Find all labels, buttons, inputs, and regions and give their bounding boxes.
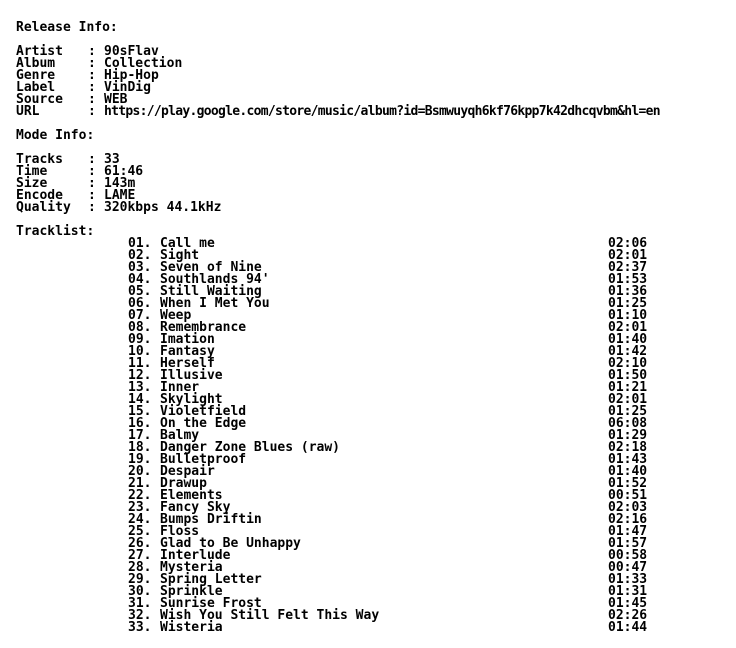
field-key: Encode: [16, 188, 63, 203]
track-title: Elements: [160, 488, 223, 503]
track-title: Spring Letter: [160, 572, 262, 587]
field-key: Artist: [16, 44, 63, 59]
track-number: 33.: [128, 620, 152, 635]
spacer: [16, 214, 732, 226]
field-value: LAME: [104, 188, 136, 203]
track-duration: 01:53: [608, 272, 648, 287]
track-duration: 02:01: [608, 320, 648, 335]
track-number: 03.: [128, 260, 152, 275]
track-number: 11.: [128, 356, 152, 371]
field-colon: :: [88, 56, 96, 71]
track-number: 05.: [128, 284, 152, 299]
track-duration: 06:08: [608, 416, 648, 431]
track-duration: 01:57: [608, 536, 648, 551]
track-number: 12.: [128, 368, 152, 383]
track-title: Balmy: [160, 428, 200, 443]
tracklist: [16, 238, 732, 634]
track-title: Remembrance: [160, 320, 247, 335]
track-number: 28.: [128, 560, 152, 575]
track-title: Sprinkle: [160, 584, 223, 599]
track-duration: 01:31: [608, 584, 648, 599]
track-title: Floss: [160, 524, 200, 539]
track-duration: 02:01: [608, 248, 648, 263]
track-number: 21.: [128, 476, 152, 491]
track-number: 06.: [128, 296, 152, 311]
track-row: [16, 622, 732, 634]
track-number: 16.: [128, 416, 152, 431]
track-duration: 00:51: [608, 488, 648, 503]
field-colon: :: [88, 176, 96, 191]
track-duration: 01:40: [608, 464, 648, 479]
field-colon: :: [88, 44, 96, 59]
track-duration: 02:37: [608, 260, 648, 275]
field-value: 33: [104, 152, 120, 167]
track-title: Bulletproof: [160, 452, 247, 467]
track-duration: 02:10: [608, 356, 648, 371]
track-title: Skylight: [160, 392, 223, 407]
track-number: 17.: [128, 428, 152, 443]
field-colon: :: [88, 200, 96, 215]
track-number: 24.: [128, 512, 152, 527]
track-title: Southlands 94': [160, 272, 270, 287]
track-title: Call me: [160, 236, 215, 251]
track-title: On the Edge: [160, 416, 247, 431]
track-duration: 01:47: [608, 524, 648, 539]
track-title: Mysteria: [160, 560, 223, 575]
track-number: 18.: [128, 440, 152, 455]
field-colon: :: [88, 68, 96, 83]
track-number: 22.: [128, 488, 152, 503]
track-number: 29.: [128, 572, 152, 587]
url-link[interactable]: https://play.google.com/store/music/album?id=Bsmwuyqh6kf76kpp7k42dhcqvbm&hl=en: [104, 104, 660, 119]
tracklist-heading: Tracklist:: [16, 224, 95, 239]
release-info-heading: Release Info:: [16, 20, 118, 35]
track-duration: 01:42: [608, 344, 648, 359]
track-duration: 01:40: [608, 332, 648, 347]
track-number: 20.: [128, 464, 152, 479]
field-value: 143m: [104, 176, 136, 191]
track-title: Interlude: [160, 548, 231, 563]
track-duration: 01:43: [608, 452, 648, 467]
track-number: 27.: [128, 548, 152, 563]
track-duration: 02:06: [608, 236, 648, 251]
track-number: 32.: [128, 608, 152, 623]
track-duration: 01:33: [608, 572, 648, 587]
track-number: 01.: [128, 236, 152, 251]
track-duration: 01:29: [608, 428, 648, 443]
track-title: Weep: [160, 308, 192, 323]
field-value: Hip-Hop: [104, 68, 159, 83]
field-colon: :: [88, 80, 96, 95]
field-value: Collection: [104, 56, 183, 71]
track-number: 30.: [128, 584, 152, 599]
track-title: Imation: [160, 332, 215, 347]
track-title: Fancy Sky: [160, 500, 231, 515]
track-duration: 01:52: [608, 476, 648, 491]
field-value: VinDig: [104, 80, 151, 95]
field-key: Source: [16, 92, 63, 107]
track-duration: 02:03: [608, 500, 648, 515]
track-duration: 01:50: [608, 368, 648, 383]
track-title: Drawup: [160, 476, 207, 491]
track-number: 09.: [128, 332, 152, 347]
field-value: WEB: [104, 92, 128, 107]
track-number: 14.: [128, 392, 152, 407]
track-title: Despair: [160, 464, 215, 479]
track-title: When I Met You: [160, 296, 270, 311]
field-value: 61:46: [104, 164, 144, 179]
field-colon: :: [88, 92, 96, 107]
field-key: Genre: [16, 68, 56, 83]
mode-info-heading: Mode Info:: [16, 128, 95, 143]
field-key: Label: [16, 80, 56, 95]
track-title: Bumps Driftin: [160, 512, 262, 527]
track-title: Wisteria: [160, 620, 223, 635]
nfo-document: [16, 22, 732, 634]
field-key: URL: [16, 104, 40, 119]
spacer: [16, 118, 732, 130]
field-value: 90sFlav: [104, 44, 159, 59]
track-number: 15.: [128, 404, 152, 419]
track-title: Herself: [160, 356, 215, 371]
track-title: Inner: [160, 380, 200, 395]
track-number: 31.: [128, 596, 152, 611]
track-duration: 01:21: [608, 380, 648, 395]
track-number: 26.: [128, 536, 152, 551]
track-title: Still Waiting: [160, 284, 262, 299]
track-number: 07.: [128, 308, 152, 323]
track-title: Sunrise Frost: [160, 596, 262, 611]
track-duration: 01:10: [608, 308, 648, 323]
track-title: Fantasy: [160, 344, 215, 359]
track-number: 23.: [128, 500, 152, 515]
track-duration: 01:36: [608, 284, 648, 299]
track-title: Danger Zone Blues (raw): [160, 440, 341, 455]
field-value: 320kbps 44.1kHz: [104, 200, 222, 215]
field-key: Tracks: [16, 152, 63, 167]
field-key: Quality: [16, 200, 71, 215]
track-duration: 02:26: [608, 608, 648, 623]
spacer: [16, 142, 732, 154]
track-title: Glad to Be Unhappy: [160, 536, 301, 551]
track-number: 19.: [128, 452, 152, 467]
track-duration: 01:25: [608, 296, 648, 311]
track-duration: 01:44: [608, 620, 648, 635]
field-colon: :: [88, 104, 96, 119]
field-colon: :: [88, 152, 96, 167]
mode-field-quality: [16, 202, 732, 214]
field-key: Album: [16, 56, 56, 71]
track-number: 13.: [128, 380, 152, 395]
track-duration: 00:58: [608, 548, 648, 563]
track-duration: 02:16: [608, 512, 648, 527]
track-number: 25.: [128, 524, 152, 539]
field-key: Time: [16, 164, 48, 179]
track-number: 08.: [128, 320, 152, 335]
track-title: Sight: [160, 248, 200, 263]
track-title: Illusive: [160, 368, 223, 383]
track-title: Seven of Nine: [160, 260, 262, 275]
track-duration: 00:47: [608, 560, 648, 575]
field-colon: :: [88, 164, 96, 179]
track-duration: 01:25: [608, 404, 648, 419]
field-key: Size: [16, 176, 48, 191]
track-number: 10.: [128, 344, 152, 359]
track-title: Violetfield: [160, 404, 247, 419]
release-field-url: [16, 106, 732, 118]
track-duration: 01:45: [608, 596, 648, 611]
track-duration: 02:18: [608, 440, 648, 455]
field-colon: :: [88, 188, 96, 203]
track-number: 02.: [128, 248, 152, 263]
track-title: Wish You Still Felt This Way: [160, 608, 380, 623]
track-duration: 02:01: [608, 392, 648, 407]
track-number: 04.: [128, 272, 152, 287]
